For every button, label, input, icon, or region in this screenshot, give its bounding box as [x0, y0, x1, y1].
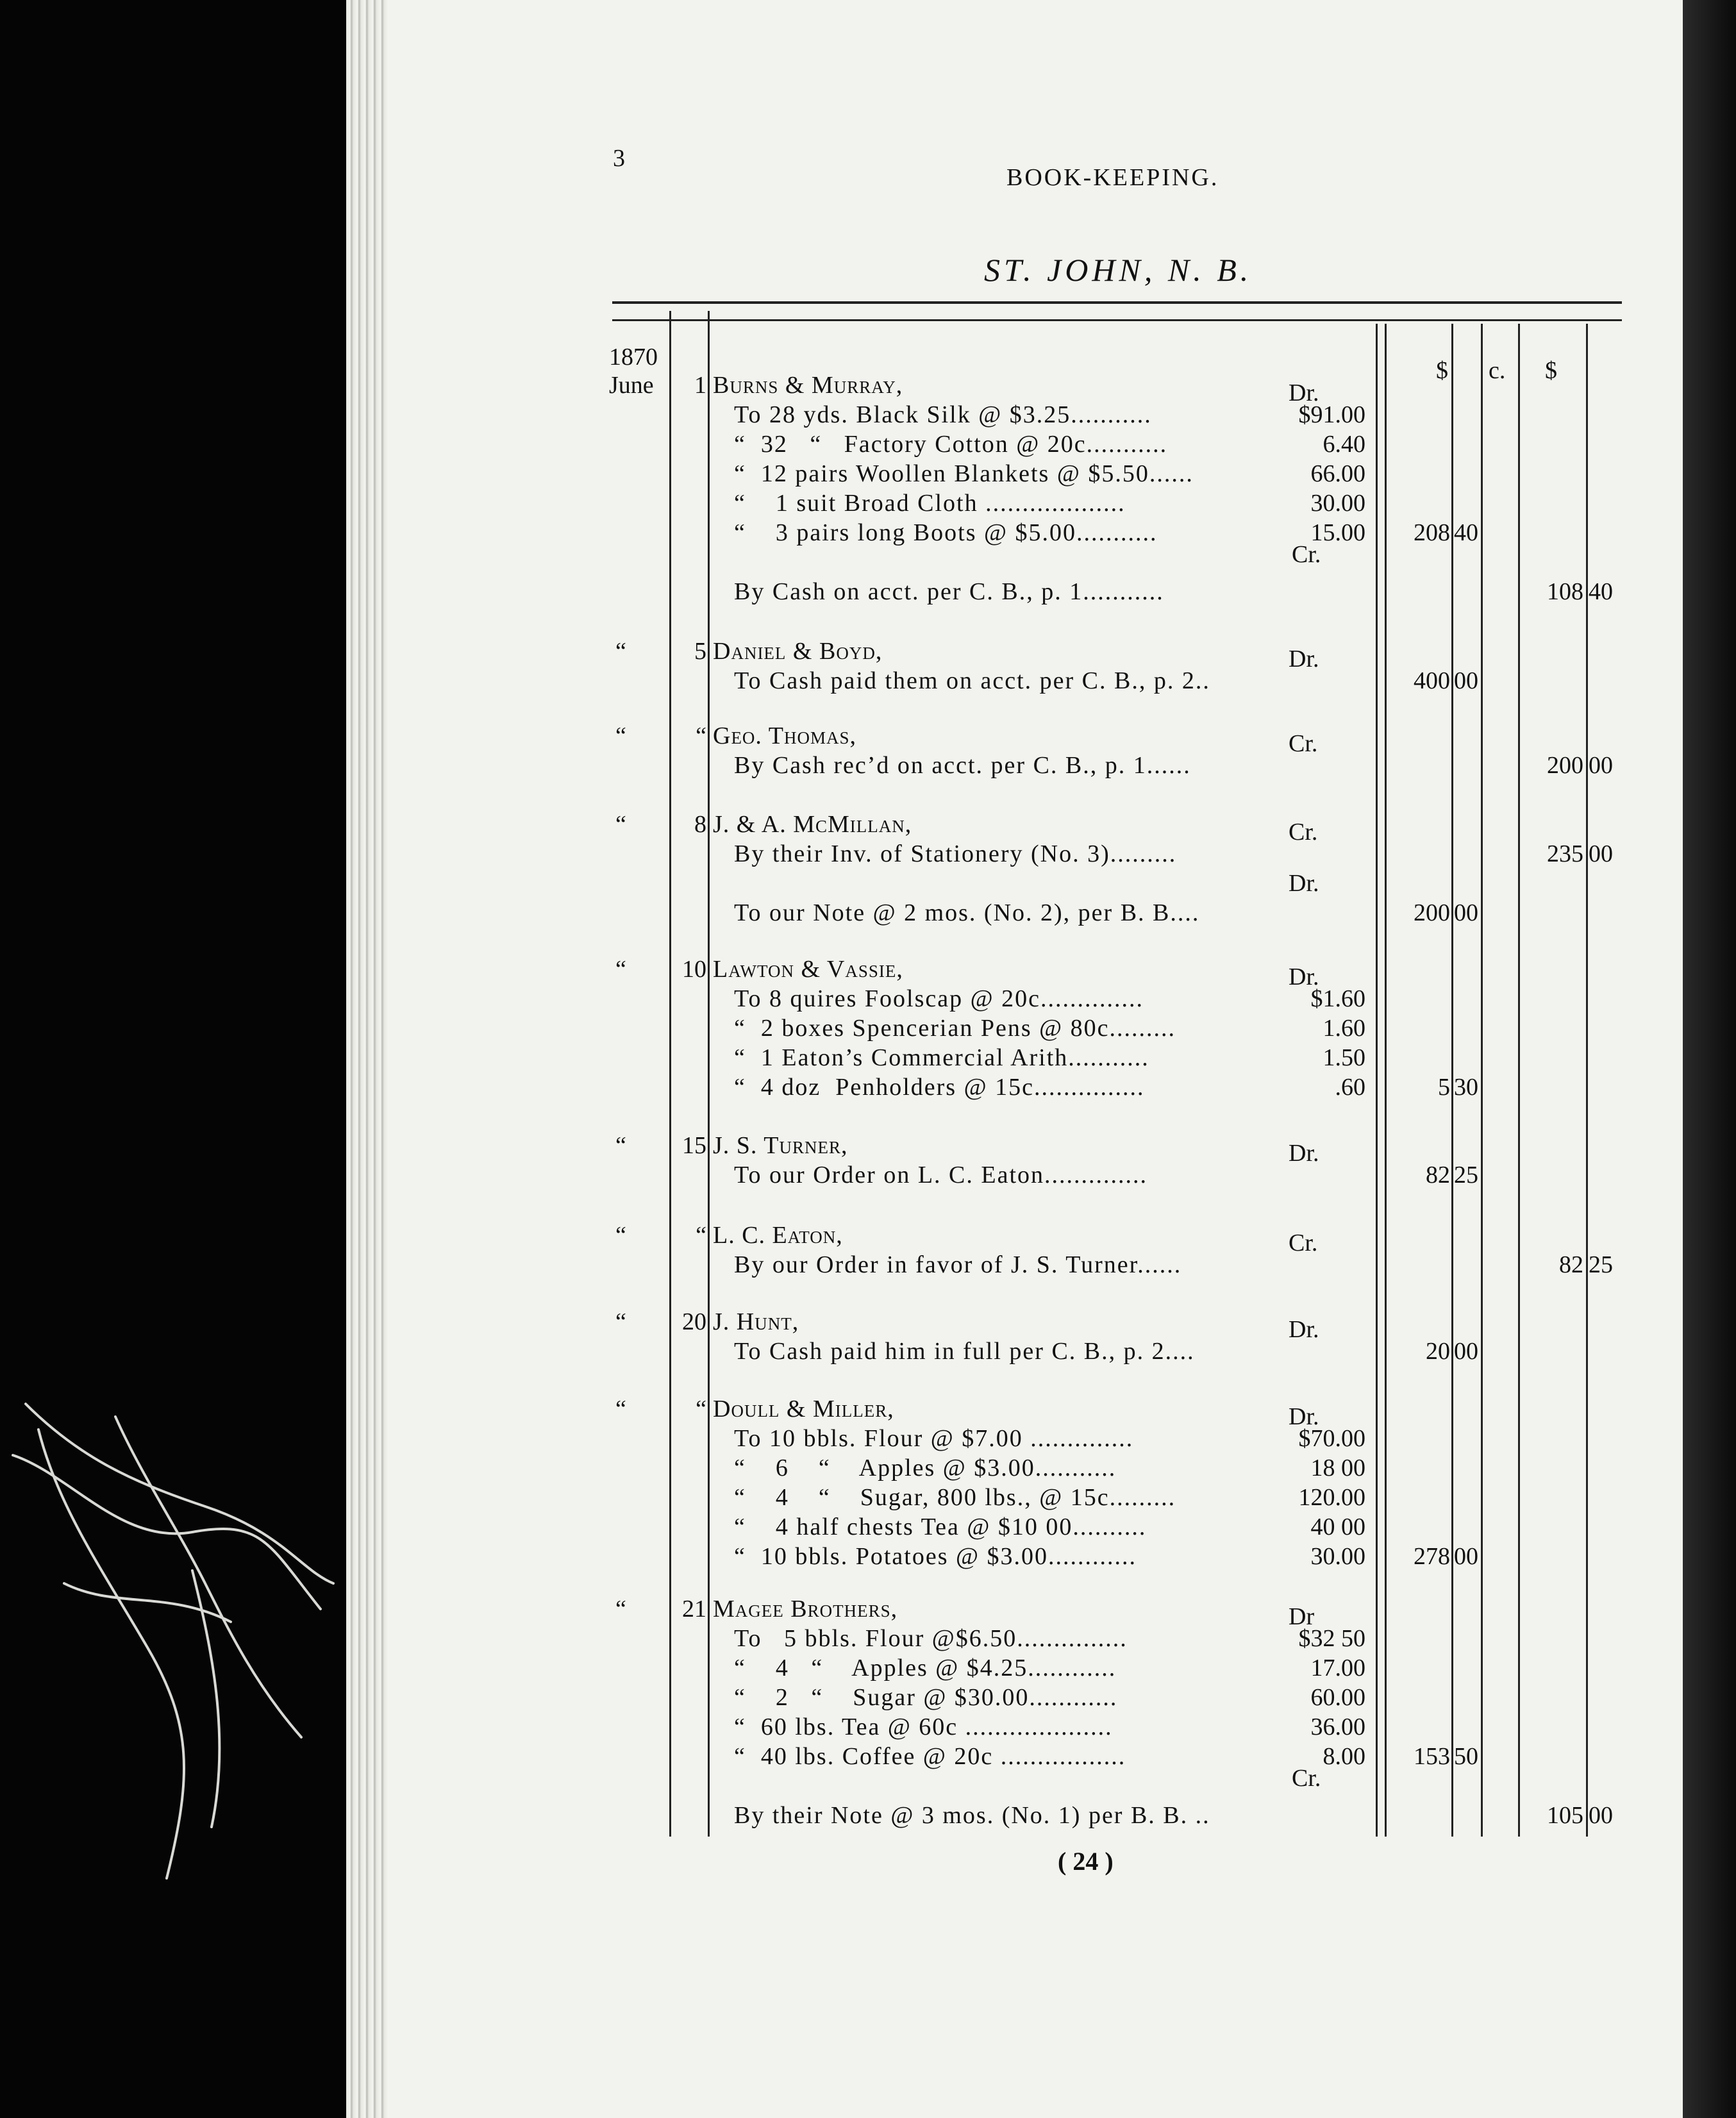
- credit-dollars-column-header: $: [1545, 357, 1557, 384]
- item-description: “ 2 boxes Spencerian Pens @ 80c.........: [734, 1015, 1176, 1042]
- entry-total-cents: 50: [1454, 1743, 1478, 1770]
- debit-credit-side: Dr.: [1289, 1316, 1319, 1343]
- ditto-mark: “: [615, 1308, 626, 1335]
- item-description: “ 4 “ Apples @ $4.25............: [734, 1655, 1117, 1681]
- account-name: Lawton & Vassie,: [713, 956, 903, 983]
- credit-cents: 40: [1589, 578, 1613, 605]
- year-label: 1870: [609, 344, 658, 371]
- entry-description: By their Inv. of Stationery (No. 3).........: [734, 840, 1177, 867]
- credit-dollars: 200: [1547, 752, 1583, 779]
- dollars-column-header: $: [1436, 357, 1448, 384]
- debit-cents: 00: [1454, 899, 1478, 926]
- credit-cents: 00: [1589, 1802, 1613, 1829]
- item-description: “ 1 Eaton’s Commercial Arith...........: [734, 1044, 1149, 1071]
- account-name: J. Hunt,: [713, 1308, 799, 1335]
- debit-credit-side: Dr: [1289, 1603, 1315, 1630]
- footer-page-number: ( 24 ): [1058, 1847, 1114, 1876]
- item-amount: 40 00: [1310, 1513, 1365, 1540]
- entry-description: By our Order in favor of J. S. Turner......: [734, 1251, 1182, 1278]
- entry-day: 8: [694, 811, 706, 838]
- item-description: “ 1 suit Broad Cloth ...................: [734, 490, 1126, 517]
- item-amount: 17.00: [1310, 1655, 1365, 1681]
- item-amount: 15.00: [1310, 519, 1365, 546]
- entry-total-cents: 00: [1454, 1543, 1478, 1570]
- item-description: To 10 bbls. Flour @ $7.00 ..............: [734, 1425, 1134, 1452]
- entry-day: 20: [682, 1308, 706, 1335]
- account-name: L. C. Eaton,: [713, 1222, 843, 1249]
- item-amount: 1.60: [1323, 1015, 1365, 1042]
- month-label: June: [609, 372, 654, 399]
- item-description: “ 2 “ Sugar @ $30.00............: [734, 1684, 1118, 1711]
- entry-total-cents: 40: [1454, 519, 1478, 546]
- top-rule-2: [612, 319, 1622, 321]
- ditto-mark: “: [615, 1396, 626, 1422]
- entry-total-cents: 30: [1454, 1074, 1478, 1101]
- debit-credit-side: Cr.: [1289, 819, 1318, 846]
- book-title: BOOK-KEEPING.: [1006, 164, 1219, 191]
- debit-side: Dr.: [1289, 870, 1319, 897]
- debit-cents: 00: [1454, 667, 1478, 694]
- item-amount: $1.60: [1310, 985, 1365, 1012]
- debit-credit-side: Dr.: [1289, 379, 1319, 406]
- entry-day: 5: [694, 638, 706, 665]
- ditto-mark: “: [615, 638, 626, 665]
- credit-dollars: 105: [1547, 1802, 1583, 1829]
- account-name: Doull & Miller,: [713, 1396, 894, 1422]
- entry-description: By Cash rec’d on acct. per C. B., p. 1......: [734, 752, 1191, 779]
- item-description: “ 32 “ Factory Cotton @ 20c...........: [734, 431, 1168, 458]
- cents-column-header: c.: [1489, 357, 1506, 384]
- account-name: J. & A. McMillan,: [713, 811, 912, 838]
- entry-day: “: [696, 722, 706, 749]
- credit-dollars: 235: [1547, 840, 1583, 867]
- entry-total-dollars: 278: [1414, 1543, 1450, 1570]
- debit-dollars: 82: [1426, 1162, 1450, 1188]
- item-description: “ 40 lbs. Coffee @ 20c .................: [734, 1743, 1126, 1770]
- entry-total-dollars: 153: [1414, 1743, 1450, 1770]
- account-name: Daniel & Boyd,: [713, 638, 883, 665]
- debit-dollars: 20: [1426, 1338, 1450, 1365]
- account-name: Geo. Thomas,: [713, 722, 856, 749]
- cents-column-rule: [1481, 324, 1483, 1837]
- item-description: “ 6 “ Apples @ $3.00...........: [734, 1455, 1117, 1481]
- credit-cents: 25: [1589, 1251, 1613, 1278]
- debit-cents: 00: [1454, 1338, 1478, 1365]
- ditto-mark: “: [615, 811, 626, 838]
- debit-dollars: 400: [1414, 667, 1450, 694]
- debit-credit-side: Dr.: [1289, 1140, 1319, 1167]
- item-amount: 6.40: [1323, 431, 1365, 458]
- date-column-rule: [669, 311, 671, 1837]
- entry-total-dollars: 208: [1414, 519, 1450, 546]
- credit-dollars: 108: [1547, 578, 1583, 605]
- ditto-mark: “: [615, 956, 626, 983]
- entry-total-dollars: 5: [1438, 1074, 1450, 1101]
- entry-day: 10: [682, 956, 706, 983]
- debit-credit-side: Dr.: [1289, 646, 1319, 672]
- entry-description: To Cash paid him in full per C. B., p. 2....: [734, 1338, 1195, 1365]
- item-amount: 18 00: [1310, 1455, 1365, 1481]
- entry-day: 1: [694, 372, 706, 399]
- credit-description: By their Note @ 3 mos. (No. 1) per B. B. ..: [734, 1802, 1210, 1829]
- day-column-rule: [708, 311, 710, 1837]
- debit-credit-side: Dr.: [1289, 963, 1319, 990]
- entry-day: 21: [682, 1596, 706, 1622]
- item-description: To 5 bbls. Flour @$6.50...............: [734, 1625, 1128, 1652]
- credit-side: Cr.: [1292, 1765, 1321, 1792]
- item-amount: 66.00: [1310, 460, 1365, 487]
- item-description: “ 4 doz Penholders @ 15c...............: [734, 1074, 1145, 1101]
- credit-dollars: 82: [1559, 1251, 1583, 1278]
- debit-credit-side: Dr.: [1289, 1403, 1319, 1430]
- entry-day: “: [696, 1222, 706, 1249]
- item-description: “ 4 half chests Tea @ $10 00..........: [734, 1513, 1147, 1540]
- item-amount: 36.00: [1310, 1714, 1365, 1740]
- debit-dollars: 200: [1414, 899, 1450, 926]
- entry-description: To Cash paid them on acct. per C. B., p. 2..: [734, 667, 1210, 694]
- item-amount: 1.50: [1323, 1044, 1365, 1071]
- credit-cents: 00: [1589, 840, 1613, 867]
- entry-day: 15: [682, 1132, 706, 1159]
- credit-column-rule: [1518, 324, 1520, 1837]
- debit-credit-side: Cr.: [1289, 1230, 1318, 1256]
- item-amount: 30.00: [1310, 490, 1365, 517]
- item-amount: $91.00: [1298, 401, 1365, 428]
- item-amount: 120.00: [1298, 1484, 1365, 1511]
- item-description: “ 3 pairs long Boots @ $5.00...........: [734, 519, 1158, 546]
- top-rule: [612, 301, 1622, 304]
- account-name: Magee Brothers,: [713, 1596, 898, 1622]
- amount-column-rule: [1376, 324, 1378, 1837]
- credit-description: By Cash on acct. per C. B., p. 1...........: [734, 578, 1164, 605]
- debit-cents: 25: [1454, 1162, 1478, 1188]
- item-description: To 8 quires Foolscap @ 20c..............: [734, 985, 1144, 1012]
- item-amount: .60: [1335, 1074, 1365, 1101]
- item-amount: $32 50: [1298, 1625, 1365, 1652]
- account-name: Burns & Murray,: [713, 372, 903, 399]
- item-amount: $70.00: [1298, 1425, 1365, 1452]
- debit-description: To our Note @ 2 mos. (No. 2), per B. B....: [734, 899, 1200, 926]
- item-amount: 30.00: [1310, 1543, 1365, 1570]
- ditto-mark: “: [615, 722, 626, 749]
- item-amount: 60.00: [1310, 1684, 1365, 1711]
- lint-fiber-artifact: [0, 1378, 346, 1955]
- entry-description: To our Order on L. C. Eaton..............: [734, 1162, 1148, 1188]
- item-amount: 8.00: [1323, 1743, 1365, 1770]
- entry-day: “: [696, 1396, 706, 1422]
- page-gutter-shadow: [1683, 0, 1736, 2118]
- dollars-column-rule: [1451, 324, 1453, 1837]
- credit-cents: 00: [1589, 752, 1613, 779]
- item-description: To 28 yds. Black Silk @ $3.25...........: [734, 401, 1152, 428]
- ditto-mark: “: [615, 1222, 626, 1249]
- ditto-mark: “: [615, 1132, 626, 1159]
- ditto-mark: “: [615, 1596, 626, 1622]
- debit-credit-side: Cr.: [1289, 730, 1318, 757]
- credit-side: Cr.: [1292, 541, 1321, 568]
- page-number: 3: [613, 145, 625, 172]
- item-description: “ 60 lbs. Tea @ 60c ....................: [734, 1714, 1113, 1740]
- item-description: “ 10 bbls. Potatoes @ $3.00............: [734, 1543, 1137, 1570]
- page-stack-edges: [346, 0, 391, 2118]
- credit-dollars-rule: [1586, 324, 1588, 1837]
- place-title: ST. JOHN, N. B.: [984, 252, 1253, 288]
- account-name: J. S. Turner,: [713, 1132, 848, 1159]
- item-description: “ 12 pairs Woollen Blankets @ $5.50......: [734, 460, 1194, 487]
- item-description: “ 4 “ Sugar, 800 lbs., @ 15c.........: [734, 1484, 1176, 1511]
